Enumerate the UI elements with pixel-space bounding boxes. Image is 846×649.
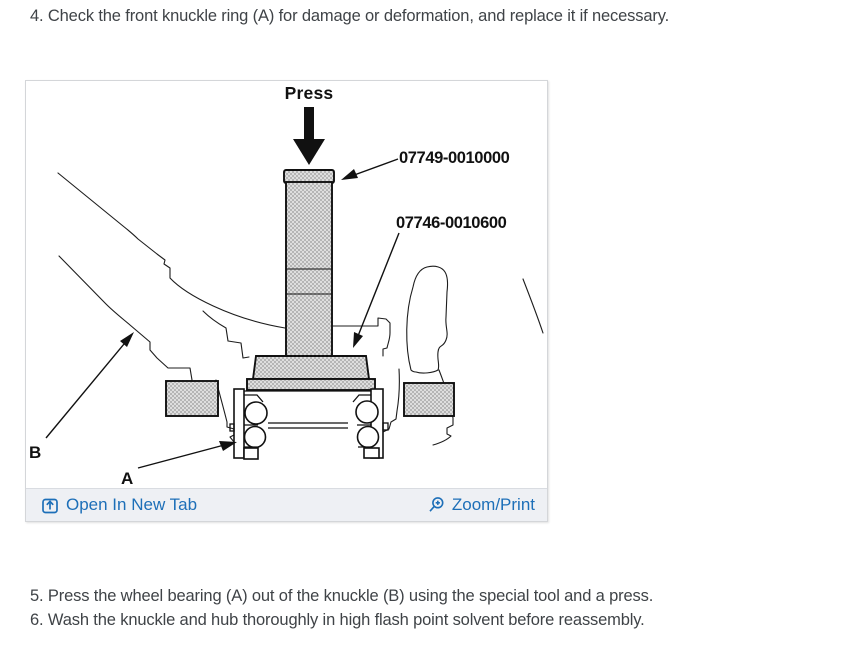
- label-a: [121, 441, 237, 487]
- svg-text:A: A: [121, 469, 134, 487]
- label-b: [29, 332, 134, 462]
- label-07746: [353, 214, 507, 348]
- zoom-print-text: Zoom/Print: [451, 495, 535, 514]
- driver-attachment-tool: [247, 356, 375, 390]
- press-arrow: [293, 107, 325, 165]
- press-support-block-right: [404, 383, 454, 416]
- open-in-new-tab-text: Open In New Tab: [66, 495, 198, 514]
- svg-text:07749-0010000: 07749-0010000: [399, 149, 510, 167]
- svg-text:07746-0010600: 07746-0010600: [396, 214, 507, 232]
- open-in-new-tab-link[interactable]: [41, 495, 197, 515]
- figure-toolbar: [26, 488, 547, 521]
- zoom-print-link[interactable]: [427, 495, 535, 515]
- zoom-in-icon: [427, 496, 445, 514]
- driver-handle-tool: [284, 170, 334, 356]
- wheel-bearing: [230, 389, 388, 459]
- open-in-new-tab-icon: [41, 496, 59, 514]
- svg-text:B: B: [29, 443, 42, 462]
- instruction-step-4: 4. Check the front knuckle ring (A) for damage or deformation, and replace it if necessary.: [30, 7, 670, 25]
- press-support-block-left: [166, 381, 218, 416]
- knuckle-press-diagram: [26, 81, 547, 487]
- diagram-viewer-panel: [25, 80, 548, 522]
- instruction-step-5: 5. Press the wheel bearing (A) out of the knuckle (B) using the special tool and a press.: [30, 587, 654, 605]
- label-07749: [341, 149, 510, 180]
- press-label: Press: [284, 83, 334, 103]
- instruction-step-6: 6. Wash the knuckle and hub thoroughly in high flash point solvent before reassembly.: [30, 611, 645, 629]
